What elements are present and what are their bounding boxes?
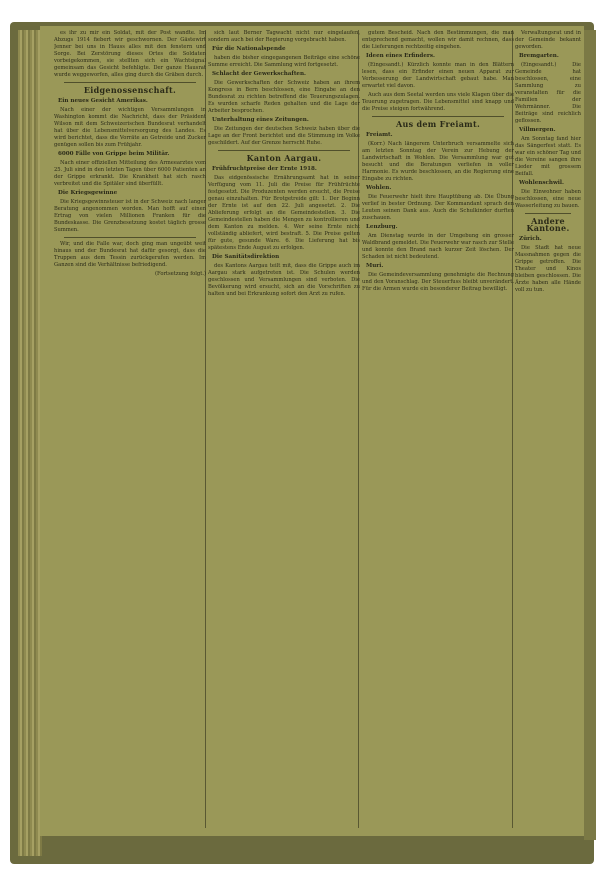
article-text: Auch aus dem Seetal werden uns viele Klagen über die Teuerung zugetragen. Die Lebensmittel sind knapp und die Preise steigen fortwährend. (362, 92, 514, 112)
article-text: Am Sonntag fand hier das Sängerfest statt. Es war ein schöner Tag und die Vereine sangen ihre Lieder mit grossem Beifall. (515, 136, 581, 177)
article-title: Lenzburg. (366, 224, 398, 230)
article-title: Die Kriegsgewinne (58, 190, 118, 196)
article-title: Unterhaltung eines Zeitungen. (212, 117, 309, 123)
article-title: Bremgarten. (519, 53, 559, 59)
article-text: des Kantons Aargau teilt mit, dass die Grippe auch im Aargau stark aufgetreten ist. Die Schulen werden geschlossen und Versammlungen sind verboten. Die Bevölkerung wird ersucht, sich an die Vorschriften zu halten und bei Erkrankung sofort den Arzt zu rufen. (208, 263, 360, 297)
article-title: Ideen eines Erfinders. (366, 53, 435, 59)
section-heading: Andere Kantone. (526, 216, 570, 233)
article-title: Freiamt. (366, 132, 393, 138)
article-text: Die Feuerwehr hielt ihre Hauptübung ab. Die Übung verlief in bester Ordnung. Der Kommandant sprach den Leuten seinen Dank aus. Auch die Schulkinder durften zuschauen. (362, 194, 514, 221)
article-title: Für die Nationalspende (212, 46, 286, 52)
section-heading: Kanton Aargau. (246, 153, 322, 163)
article-text: es ihr zu mir ein Soldat, mit der Post wandte. Im Abzugs 1914 fiebert wir geschwornen. Der Gästewirt Jenner bei uns in Hauss alles mit den fenstern und Sorge. Bei Zerstörung dieses Ortes die Soldaten vorbeigekommen, sie stellten sich ein Wachtsignal gemeinsam das Gesicht befehligte. Der ganze Hausrat wurde weggeworfen, alles ging durch die Gräben durch. (54, 30, 206, 78)
column-3 (362, 30, 514, 830)
divider (64, 82, 196, 83)
article-text: (Korr.) Nach längerem Unterbruch versammelte sich am letzten Sonntag der Verein zur Hebung der Landwirtschaft in Wohlen. Die Versammlung war gut besucht und die Beratungen verliefen in voller Harmonie. Es wurde beschlossen, an die Regierung eine Eingabe zu richten. (362, 141, 514, 182)
article-text: Verwaltungsrat und in der Gemeinde bekannt geworden. (515, 30, 581, 50)
article-text: sich laut Berner Tagwacht nicht nur eingelaufen, sondern auch bei der Regierung vorgebracht haben. (208, 30, 360, 43)
article-title: Wohlen. (366, 185, 392, 191)
section-heading: Aus dem Freiamt. (395, 119, 481, 129)
article-text: Das eidgenössische Ernährungsamt hat in seiner Verfügung vom 11. Juli die Preise für Frühfrüchte festgesetzt. Die Produzenten werden ersucht, die Preise genau einzuhalten. Für Brotgetreide gilt: 1. Der Beginn der Ernte ist auf den 22. Juli angesetzt. 2. Die Ablieferung erfolgt an die Gemeindestellen. 3. Die Gemeindestellen haben die Mengen zu kontrollieren und dem Kanton zu melden. 4. Wer seine Ernte nicht vollständig abliefert, wird bestraft. 5. Die Preise gelten für gute, gesunde Ware. 6. Die Lieferung hat bis spätestens Ende August zu erfolgen. (208, 175, 360, 251)
article-text: Nach einer der wichtigen Versammlungen in Washington kommt die Nachricht, dass der Präsident Wilson mit dem Schweizerischen Bundesrat verhandelt hat über die Lebensmittelversorgung des Landes. Es wird berichtet, dass die Vorräte an Getreide und Zucker genügen sollen bis zum Frühjahr. (54, 107, 206, 148)
article-title: Villmergen. (519, 127, 556, 133)
article-text: gutem Bescheid. Nach den Bestimmungen, die man entsprechend gemacht, wollen wir damit rechnen, dass die Lieferungen rechtzeitig eingehen. (362, 30, 514, 50)
divider (372, 116, 504, 117)
article-text: Wir, und die Falle war, doch ging man ungeübt weit hinaus und der Bundesrat hat dafür gesorgt, dass die Truppen aus dem Tessin zurückgerufen werden. Im Ganzen sind die Verhältnisse befriedigend. (54, 241, 206, 268)
article-title: Frühfruchtpreise der Ernte 1918. (212, 166, 317, 172)
article-text: Am Dienstag wurde in der Umgebung ein grosser Waldbrand gemeldet. Die Feuerwehr war rasch zur Stelle und konnte den Brand nach kurzer Zeit löschen. Der Schaden ist nicht bedeutend. (362, 233, 514, 260)
column-4 (515, 30, 581, 830)
article-text: Die Stadt hat neue Massnahmen gegen die Grippe getroffen. Die Theater und Kinos bleiben geschlossen. Die Ärzte haben alle Hände voll zu tun. (515, 245, 581, 293)
article-text: (Eingesandt.) Die Gemeinde hat beschlossen, eine Sammlung zu veranstalten für die Familien der Wehrmänner. Die Beiträge sind reichlich geflossen. (515, 62, 581, 124)
divider (218, 150, 350, 151)
section-heading: Eidgenossenschaft. (83, 85, 177, 95)
divider (525, 213, 571, 214)
article-text: haben die bisher eingegangenen Beiträge eine schöne Summe erreicht. Die Sammlung wird fortgesetzt. (208, 55, 360, 68)
article-text: (Eingesandt.) Kürzlich konnte man in den Blättern lesen, dass ein Erfinder einen neuen Apparat zur Verbesserung der Landwirtschaft gebaut habe. Man erwartet viel davon. (362, 62, 514, 89)
article-text: Die Kriegsgewinnsteuer ist in der Schweiz nach langer Beratung angenommen worden. Man hofft auf einen Ertrag von vielen Millionen Franken für die Bundeskasse. Die Grenzbesetzung kostet täglich grosse Summen. (54, 199, 206, 233)
article-text: Die Gewerkschaften der Schweiz haben an ihrem Kongress in Bern beschlossen, eine Eingabe an den Bundesrat zu richten betreffend die Teuerungszulagen. Es wurden scharfe Reden gehalten und die Lage der Arbeiter besprochen. (208, 80, 360, 114)
page-edge (584, 30, 596, 840)
column-2 (208, 30, 360, 830)
article-text: Die Zeitungen der deutschen Schweiz haben über die Lage an der Front berichtet und die Stimmung im Volke geschildert. Auf der Grenze herrscht Ruhe. (208, 126, 360, 146)
article-title: Ein neues Gesicht Amerikas. (58, 98, 148, 104)
article-title: Zürich. (519, 236, 542, 242)
column-1 (54, 30, 206, 830)
divider (64, 237, 196, 238)
article-text: Nach einer offiziellen Mitteilung des Armeearztes vom 25. Juli sind in den letzten Tagen über 6000 Patienten an der Grippe erkrankt. Die Krankheit hat sich rasch verbreitet und die Spitäler sind überfüllt. (54, 160, 206, 187)
article-title: Wohlenschwil. (519, 180, 565, 186)
article-title: Schlacht der Gewerkschaften. (212, 71, 306, 77)
article-title: Muri. (366, 263, 384, 269)
article-text: Die Einwohner haben beschlossen, eine neue Wasserleitung zu bauen. (515, 189, 581, 209)
article-text: Die Gemeindeversammlung genehmigte die Rechnung und den Voranschlag. Der Steuerfuss bleibt unverändert. Für die Armen wurde ein besonderer Beitrag bewilligt. (362, 272, 514, 292)
article-footer: (Fortsetzung folgt.) (154, 271, 206, 277)
article-title: Die Sanitätsdirektion (212, 254, 280, 260)
article-title: 6000 Fälle von Grippe beim Militär. (58, 151, 170, 157)
book-spine (18, 30, 42, 856)
